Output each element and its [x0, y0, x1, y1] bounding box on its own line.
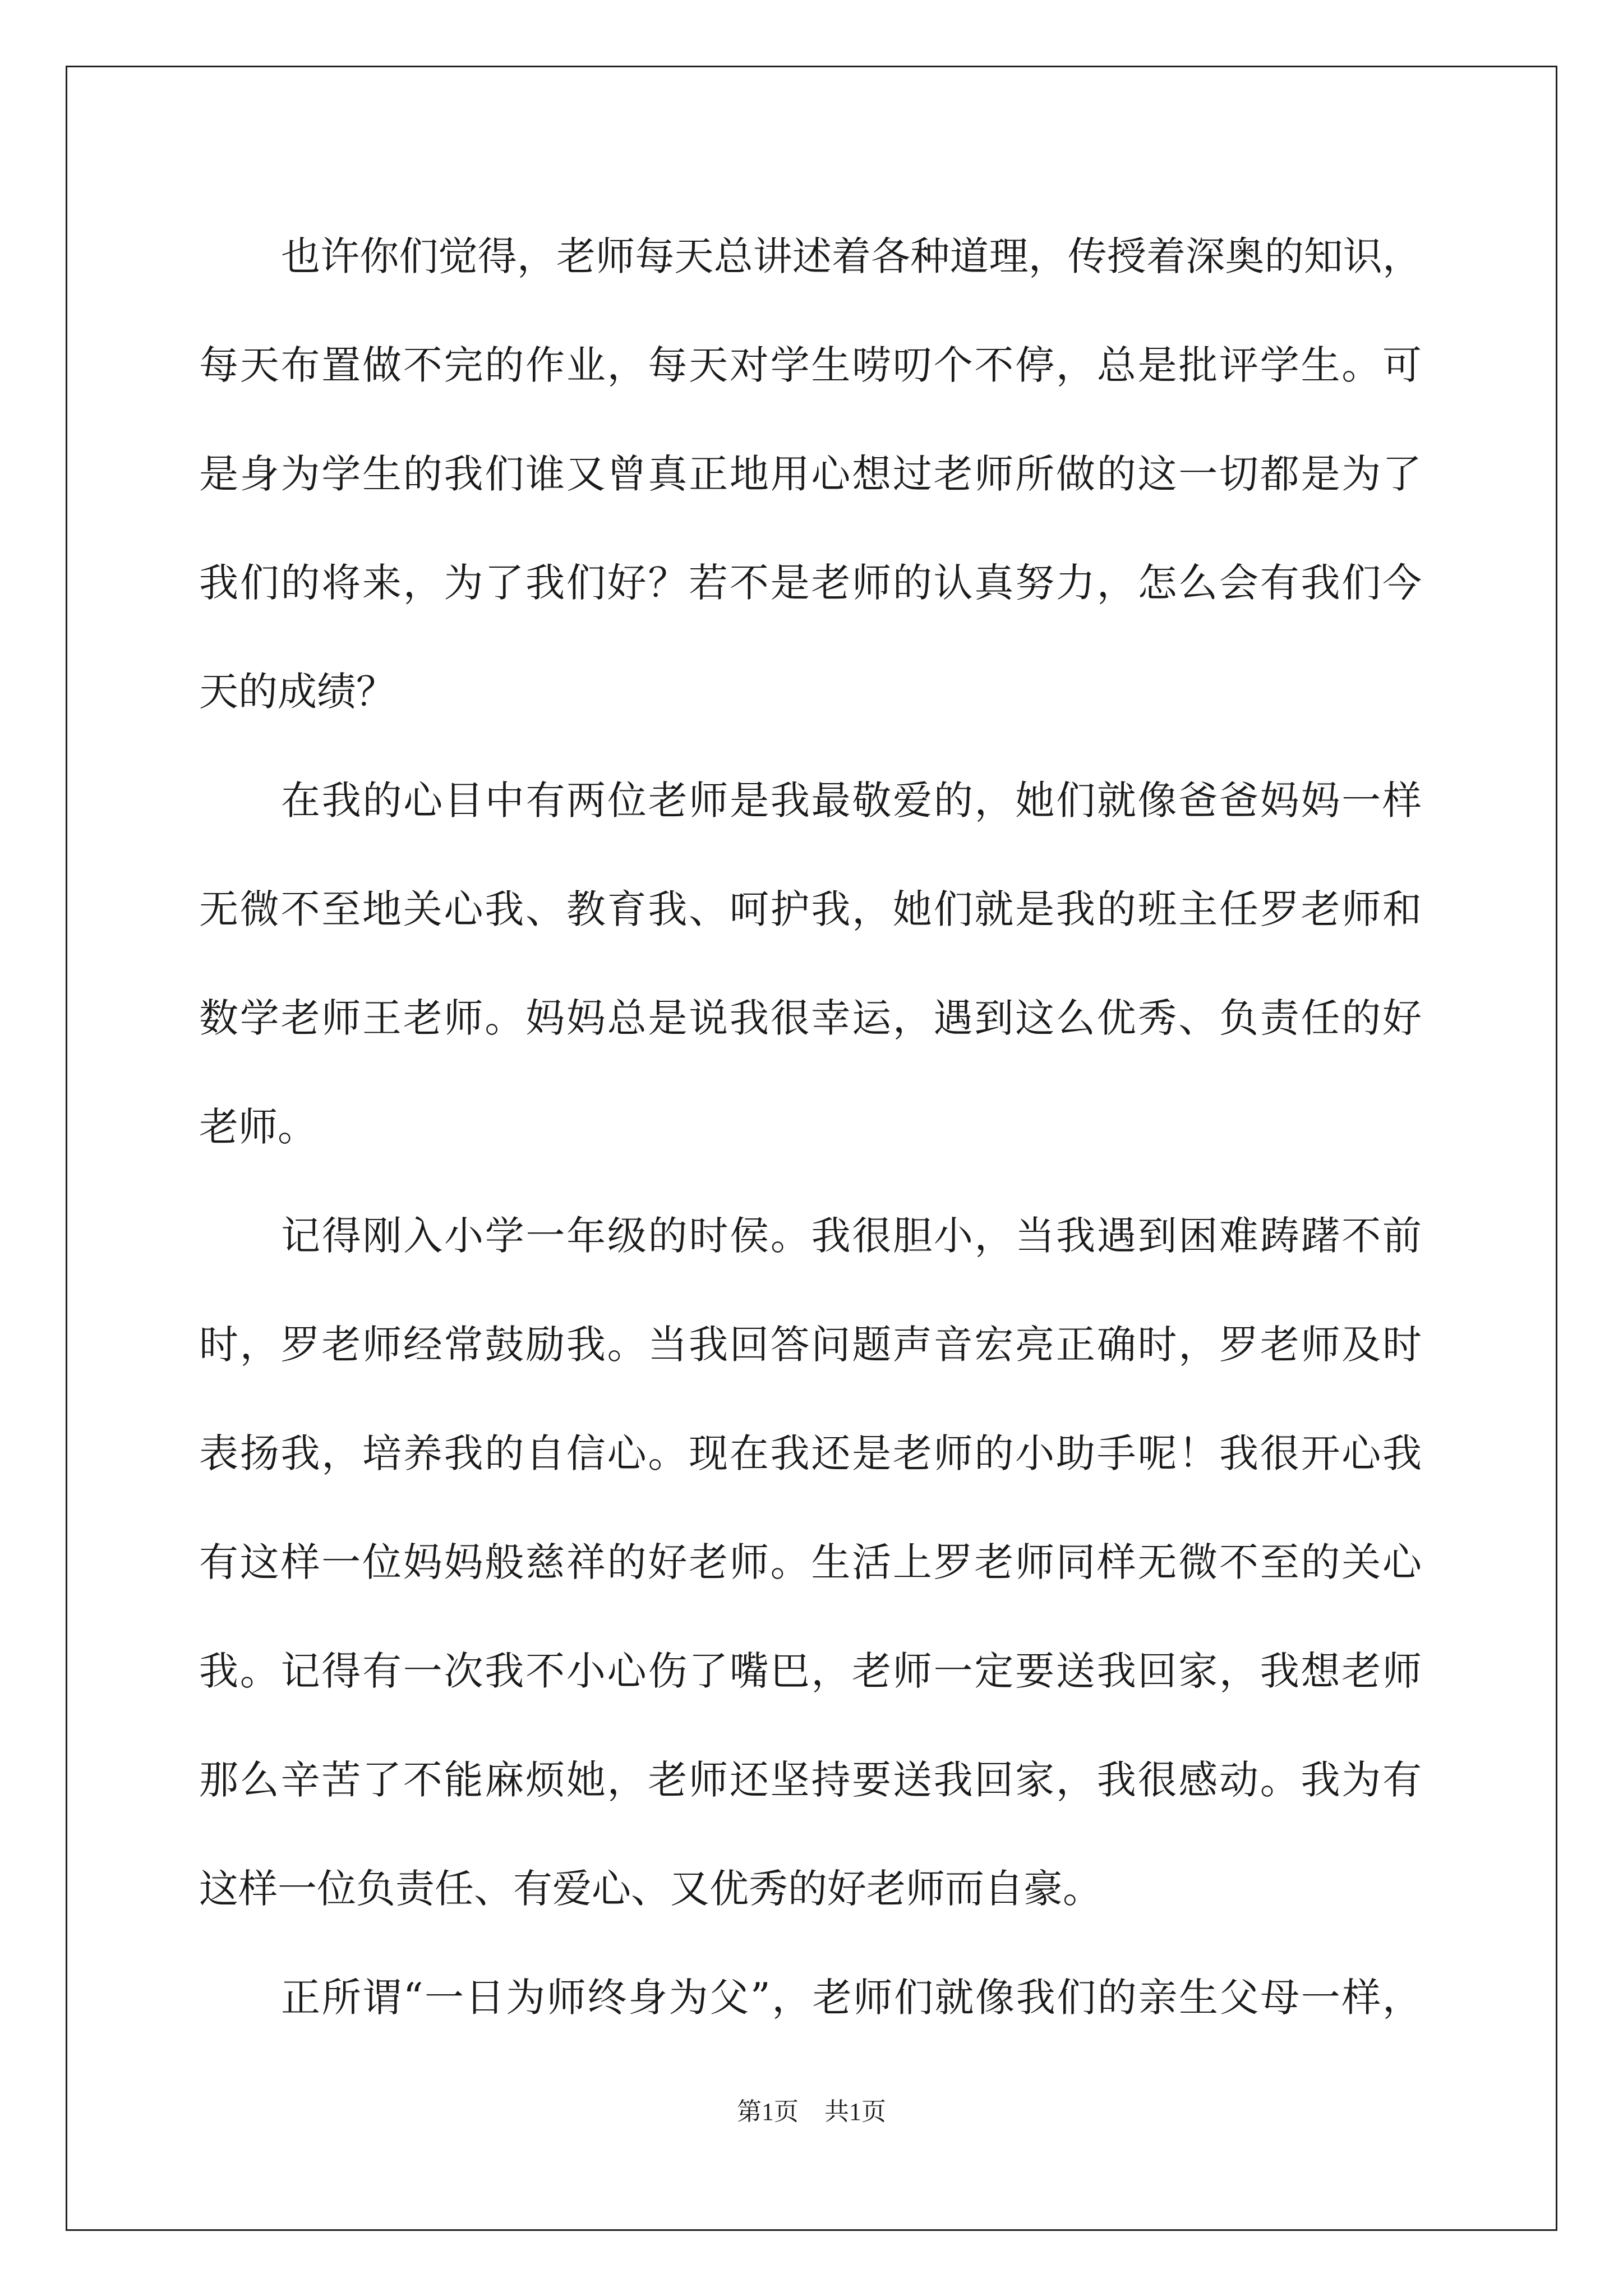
paragraph-3-line-6: 那么辛苦了不能麻烦她，老师还坚持要送我回家，我很感动。我为有	[199, 1757, 1422, 1803]
paragraph-1-line-5: 天的成绩？	[199, 669, 395, 715]
page-total: 共1页	[824, 2098, 886, 2125]
paragraph-3-line-7: 这样一位负责任、有爱心、又优秀的好老师而自豪。	[199, 1866, 1102, 1912]
paragraph-2-line-3: 数学老师王老师。妈妈总是说我很幸运，遇到这么优秀、负责任的好	[199, 995, 1422, 1041]
paragraph-3-line-4: 有这样一位妈妈般慈祥的好老师。生活上罗老师同样无微不至的关心	[199, 1539, 1422, 1585]
paragraph-3-line-2: 时，罗老师经常鼓励我。当我回答问题声音宏亮正确时，罗老师及时	[199, 1322, 1422, 1368]
paragraph-1-line-4: 我们的将来，为了我们好？若不是老师的认真努力，怎么会有我们今	[199, 560, 1422, 606]
paragraph-3-line-3: 表扬我，培养我的自信心。现在我还是老师的小助手呢！我很开心我	[199, 1430, 1422, 1476]
paragraph-1-line-1: 也许你们觉得，老师每天总讲述着各种道理，传授着深奥的知识，	[281, 233, 1422, 279]
paragraph-2-line-2: 无微不至地关心我、教育我、呵护我，她们就是我的班主任罗老师和	[199, 886, 1422, 932]
paragraph-3-line-5: 我。记得有一次我不小心伤了嘴巴，老师一定要送我回家，我想老师	[199, 1648, 1422, 1694]
page-footer	[0, 2095, 1623, 2129]
document-body	[199, 202, 1422, 2052]
paragraph-4-line-1: 正所谓“一日为师终身为父”，老师们就像我们的亲生父母一样，	[281, 1975, 1422, 2021]
paragraph-1-line-3: 是身为学生的我们谁又曾真正地用心想过老师所做的这一切都是为了	[199, 451, 1422, 497]
paragraph-3-line-1: 记得刚入小学一年级的时侯。我很胆小，当我遇到困难踌躇不前	[281, 1213, 1422, 1259]
paragraph-2-line-1: 在我的心目中有两位老师是我最敬爱的，她们就像爸爸妈妈一样	[281, 777, 1422, 823]
paragraph-1-line-2: 每天布置做不完的作业，每天对学生唠叨个不停，总是批评学生。可	[199, 342, 1422, 388]
paragraph-2-line-4: 老师。	[199, 1104, 317, 1150]
page-number: 第1页	[737, 2098, 799, 2125]
